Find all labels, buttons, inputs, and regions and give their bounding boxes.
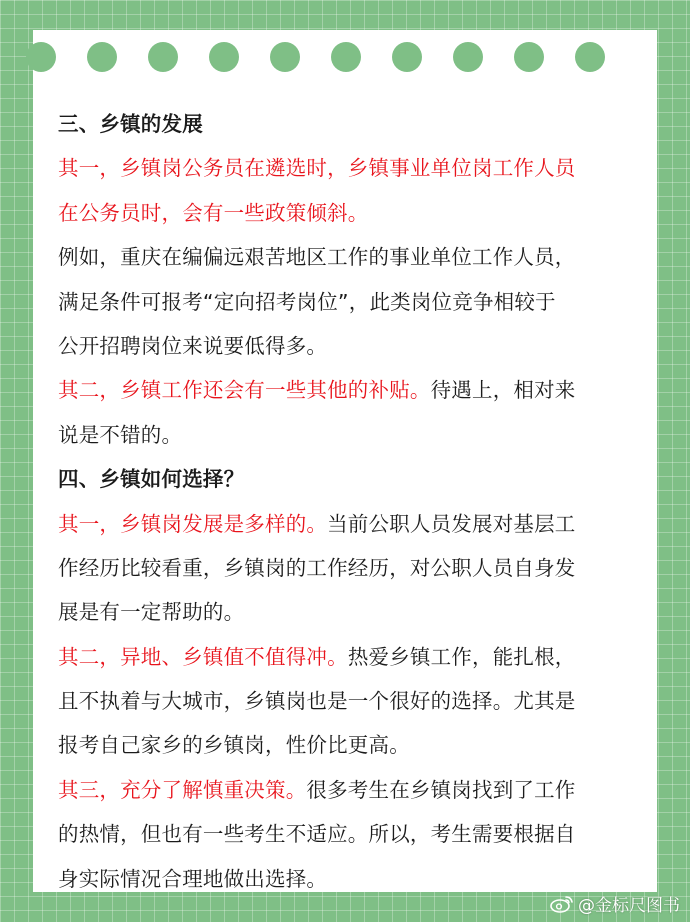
- highlighted-text: 在公务员时，会有一些政策倾斜。: [58, 200, 369, 225]
- body-text: 当前公职人员发展对基层工: [327, 511, 576, 536]
- body-text: 三、乡镇的发展: [58, 112, 203, 136]
- text-line: [58, 768, 648, 812]
- binder-hole: [209, 42, 239, 72]
- highlighted-text: 其二，异地、乡镇值不值得冲。: [58, 644, 348, 669]
- text-line: [58, 812, 648, 856]
- body-text: 待遇上，相对来: [430, 378, 576, 403]
- text-line: [58, 146, 648, 190]
- text-line: [58, 324, 648, 368]
- note-card: [33, 30, 657, 892]
- binder-hole: [514, 42, 544, 72]
- text-line: [58, 235, 648, 279]
- body-text: 作经历比较看重，乡镇岗的工作经历，对公职人员自身发: [58, 555, 576, 580]
- binder-hole: [392, 42, 422, 72]
- body-text: 满足条件可报考“定向招考岗位”，此类岗位竞争相较于: [58, 289, 556, 314]
- body-text: 展是有一定帮助的。: [58, 600, 245, 625]
- body-text: 身实际情况合理地做出选择。: [58, 866, 328, 891]
- article-content: [58, 102, 648, 901]
- highlighted-text: 其一，乡镇岗公务员在遴选时，乡镇事业单位岗工作人员: [58, 156, 576, 181]
- binder-hole: [453, 42, 483, 72]
- body-text: 且不执着与大城市，乡镇岗也是一个很好的选择。尤其是: [58, 689, 576, 714]
- body-text: 很多考生在乡镇岗找到了工作: [306, 777, 576, 802]
- text-line: [58, 590, 648, 634]
- binder-hole: [575, 42, 605, 72]
- body-text: 例如，重庆在编偏远艰苦地区工作的事业单位工作人员，: [58, 245, 576, 270]
- highlighted-text: 其一，乡镇岗发展是多样的。: [58, 511, 328, 536]
- text-line: [58, 679, 648, 723]
- weibo-icon: [550, 895, 574, 913]
- body-text: 报考自己家乡的乡镇岗，性价比更高。: [58, 733, 410, 758]
- body-text: 四、乡镇如何选择？: [58, 467, 245, 492]
- text-line: [58, 280, 648, 324]
- body-text: 的热情，但也有一些考生不适应。所以，考生需要根据自: [58, 822, 576, 847]
- watermark: [550, 891, 680, 916]
- highlighted-text: 其三，充分了解慎重决策。: [58, 777, 307, 802]
- binder-hole: [148, 42, 178, 72]
- highlighted-text: 其二，乡镇工作还会有一些其他的补贴。: [58, 378, 431, 403]
- body-text: 说是不错的。: [58, 422, 183, 447]
- section-heading: [58, 457, 648, 501]
- text-line: [58, 546, 648, 590]
- binder-holes: [33, 30, 657, 90]
- body-text: 热爱乡镇工作，能扎根，: [347, 644, 576, 669]
- text-line: [58, 723, 648, 767]
- text-line: [58, 502, 648, 546]
- binder-hole: [87, 42, 117, 72]
- binder-hole: [26, 42, 56, 72]
- text-line: [58, 368, 648, 412]
- text-line: [58, 635, 648, 679]
- body-text: 公开招聘岗位来说要低得多。: [58, 333, 328, 358]
- binder-hole: [331, 42, 361, 72]
- watermark-text: @金标尺图书: [578, 896, 680, 916]
- binder-hole: [270, 42, 300, 72]
- text-line: [58, 191, 648, 235]
- section-heading: [58, 102, 648, 146]
- text-line: [58, 413, 648, 457]
